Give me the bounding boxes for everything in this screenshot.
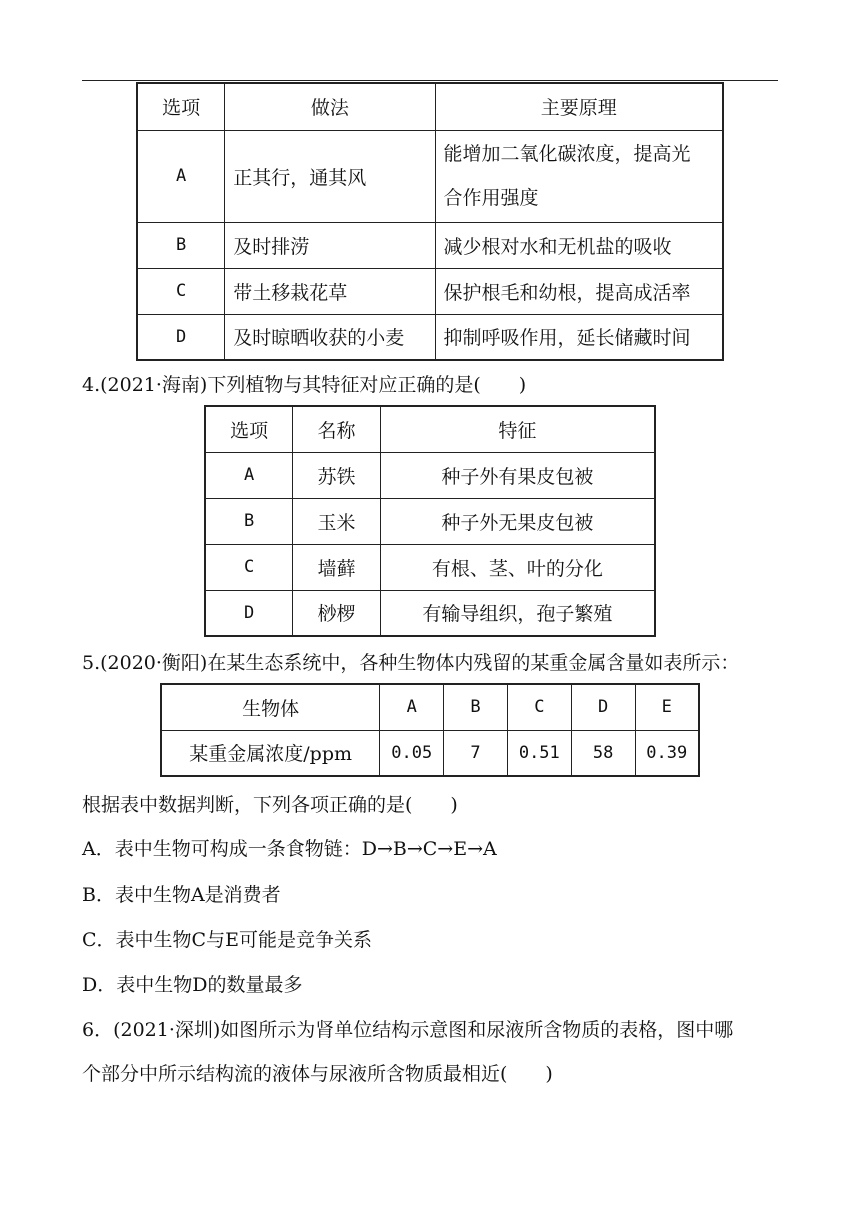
table-row xyxy=(205,498,655,544)
header-feature: 特征 xyxy=(380,406,655,452)
header-option: 选项 xyxy=(205,406,293,452)
row-principle: 保护根毛和幼根，提高成活率 xyxy=(435,268,723,314)
heavy-metal-table xyxy=(160,683,700,777)
table-row xyxy=(137,268,723,314)
row-option: D xyxy=(205,590,293,636)
row-principle: 抑制呼吸作用，延长储藏时间 xyxy=(435,314,723,360)
table-row xyxy=(205,452,655,498)
table-row xyxy=(205,544,655,590)
row-feature: 有根、茎、叶的分化 xyxy=(380,544,655,590)
row-option: C xyxy=(137,268,225,314)
table-header-row xyxy=(205,406,655,452)
organism-label: D xyxy=(571,684,635,730)
option-c: C．表中生物C与E可能是竞争关系 xyxy=(82,929,372,951)
row-principle: 减少根对水和无机盐的吸收 xyxy=(435,222,723,268)
row-method: 及时排涝 xyxy=(225,222,435,268)
option-a: A．表中生物可构成一条食物链：D→B→C→E→A xyxy=(82,838,497,860)
table-row xyxy=(137,130,723,222)
row-option: B xyxy=(137,222,225,268)
table-header-row xyxy=(161,684,699,730)
row-option: D xyxy=(137,314,225,360)
row-option: A xyxy=(205,452,293,498)
table-row xyxy=(161,730,699,776)
table-row xyxy=(137,222,723,268)
principle-line: 合作用强度 xyxy=(443,187,539,209)
option-b: B．表中生物A是消费者 xyxy=(82,884,281,906)
concentration-value: 7 xyxy=(444,730,508,776)
row-feature: 种子外无果皮包被 xyxy=(380,498,655,544)
header-option: 选项 xyxy=(137,83,225,130)
header-organism: 生物体 xyxy=(161,684,380,730)
question-4-stem: 4.(2021·海南)下列植物与其特征对应正确的是( ) xyxy=(82,374,527,396)
practice-principle-table xyxy=(136,82,724,361)
row-method: 带土移栽花草 xyxy=(225,268,435,314)
option-d: D．表中生物D的数量最多 xyxy=(82,974,303,996)
row-feature: 有输导组织，孢子繁殖 xyxy=(380,590,655,636)
row-name: 墙藓 xyxy=(293,544,381,590)
table-row xyxy=(137,314,723,360)
question-6-line-2: 个部分中所示结构流的液体与尿液所含物质最相近( ) xyxy=(82,1063,553,1085)
row-principle xyxy=(435,130,723,222)
organism-label: B xyxy=(444,684,508,730)
organism-label: C xyxy=(507,684,571,730)
row-concentration-label: 某重金属浓度/ppm xyxy=(161,730,380,776)
question-5-stem: 5.(2020·衡阳)在某生态系统中，各种生物体内残留的某重金属含量如表所示： xyxy=(82,652,740,674)
row-feature: 种子外有果皮包被 xyxy=(380,452,655,498)
row-name: 桫椤 xyxy=(293,590,381,636)
concentration-value: 0.05 xyxy=(380,730,444,776)
concentration-value: 0.51 xyxy=(507,730,571,776)
header-principle: 主要原理 xyxy=(435,83,723,130)
plant-feature-table xyxy=(204,405,656,637)
row-option: B xyxy=(205,498,293,544)
row-name: 玉米 xyxy=(293,498,381,544)
row-name: 苏铁 xyxy=(293,452,381,498)
row-option: C xyxy=(205,544,293,590)
row-option: A xyxy=(137,130,225,222)
principle-line: 能增加二氧化碳浓度，提高光 xyxy=(443,143,691,165)
question-5-prompt: 根据表中数据判断，下列各项正确的是( ) xyxy=(82,794,458,816)
row-method: 正其行，通其风 xyxy=(225,130,435,222)
table-row xyxy=(205,590,655,636)
header-name: 名称 xyxy=(293,406,381,452)
question-6-line-1: 6．(2021·深圳)如图所示为肾单位结构示意图和尿液所含物质的表格，图中哪 xyxy=(82,1019,734,1041)
table-header-row xyxy=(137,83,723,130)
row-method: 及时晾晒收获的小麦 xyxy=(225,314,435,360)
organism-label: E xyxy=(635,684,699,730)
concentration-value: 0.39 xyxy=(635,730,699,776)
organism-label: A xyxy=(380,684,444,730)
concentration-value: 58 xyxy=(571,730,635,776)
top-rule xyxy=(82,80,778,81)
header-method: 做法 xyxy=(225,83,435,130)
